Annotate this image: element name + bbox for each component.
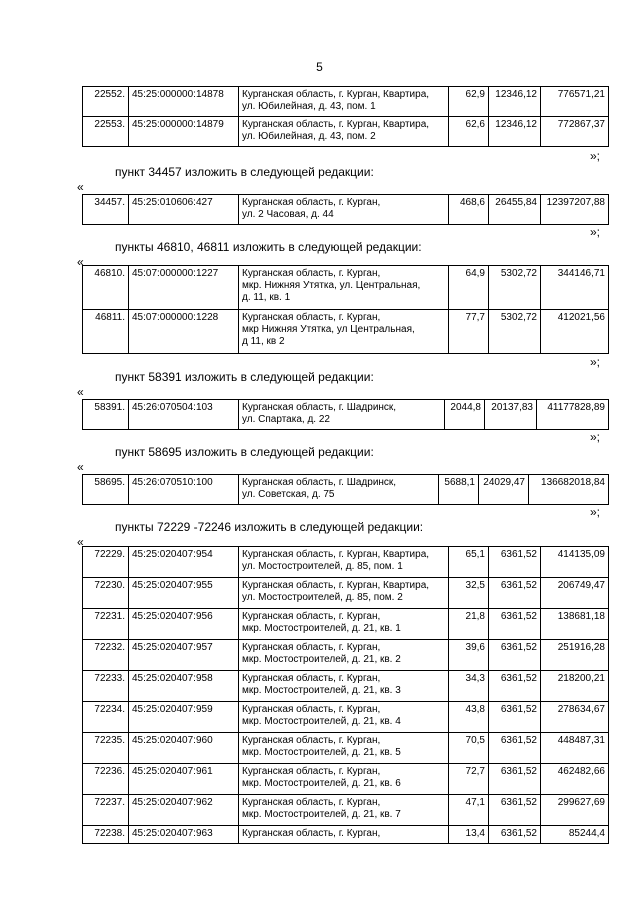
- table-section-5: [82, 546, 609, 844]
- rate: 6361,52: [489, 609, 541, 640]
- address: Курганская область, г. Курган, мкр. Мостостроителей, д. 21, кв. 2: [239, 640, 449, 671]
- cadastral-value: 85244,4: [541, 826, 609, 844]
- instruction-text: пункты 46810, 46811 изложить в следующей редакции:: [115, 240, 422, 254]
- table-row: [83, 310, 609, 354]
- table-row: [83, 764, 609, 795]
- rate: 6361,52: [489, 671, 541, 702]
- area: 64,9: [449, 266, 489, 310]
- row-number: 46810.: [83, 266, 129, 310]
- closing-quote: »;: [590, 505, 601, 519]
- area: 62,6: [449, 117, 489, 147]
- cadastral-value: 414135,09: [541, 547, 609, 578]
- rate: 26455,84: [489, 195, 541, 225]
- cadastral-number: 45:25:000000:14879: [129, 117, 239, 147]
- rate: 5302,72: [489, 266, 541, 310]
- rate: 6361,52: [489, 764, 541, 795]
- area: 62,9: [449, 87, 489, 117]
- area: 72,7: [449, 764, 489, 795]
- cadastral-number: 45:26:070510:100: [129, 475, 239, 505]
- table-row: [83, 578, 609, 609]
- opening-quote: «: [77, 255, 84, 269]
- rate: 6361,52: [489, 640, 541, 671]
- opening-quote: «: [77, 180, 84, 194]
- opening-quote: «: [77, 535, 84, 549]
- cadastral-number: 45:25:010606:427: [129, 195, 239, 225]
- row-number: 72230.: [83, 578, 129, 609]
- address: Курганская область, г. Шадринск, ул. Спартака, д. 22: [239, 400, 445, 430]
- area: 70,5: [449, 733, 489, 764]
- address: Курганская область, г. Курган, мкр. Нижняя Утятка, ул. Центральная, д. 11, кв. 1: [239, 266, 449, 310]
- cadastral-number: 45:25:020407:960: [129, 733, 239, 764]
- row-number: 22552.: [83, 87, 129, 117]
- area: 43,8: [449, 702, 489, 733]
- table-row: [83, 795, 609, 826]
- cadastral-value: 138681,18: [541, 609, 609, 640]
- address: Курганская область, г. Курган,: [239, 826, 449, 844]
- row-number: 72231.: [83, 609, 129, 640]
- cadastral-number: 45:07:000000:1228: [129, 310, 239, 354]
- table-section-1: [82, 194, 609, 225]
- area: 47,1: [449, 795, 489, 826]
- cadastral-number: 45:25:020407:963: [129, 826, 239, 844]
- area: 21,8: [449, 609, 489, 640]
- row-number: 72229.: [83, 547, 129, 578]
- address: Курганская область, г. Курган, Квартира, ул. Юбилейная, д. 43, пом. 2: [239, 117, 449, 147]
- address: Курганская область, г. Курган, Квартира, ул. Юбилейная, д. 43, пом. 1: [239, 87, 449, 117]
- table-row: [83, 733, 609, 764]
- row-number: 72237.: [83, 795, 129, 826]
- rate: 6361,52: [489, 733, 541, 764]
- address: Курганская область, г. Шадринск, ул. Советская, д. 75: [239, 475, 439, 505]
- cadastral-value: 278634,67: [541, 702, 609, 733]
- rate: 12346,12: [489, 87, 541, 117]
- row-number: 22553.: [83, 117, 129, 147]
- row-number: 72233.: [83, 671, 129, 702]
- address: Курганская область, г. Курган, мкр Нижняя Утятка, ул Центральная, д 11, кв 2: [239, 310, 449, 354]
- closing-quote: »;: [590, 149, 601, 163]
- row-number: 72234.: [83, 702, 129, 733]
- cadastral-value: 772867,37: [541, 117, 609, 147]
- address: Курганская область, г. Курган, мкр. Мостостроителей, д. 21, кв. 3: [239, 671, 449, 702]
- table-row: [83, 702, 609, 733]
- table-row: [83, 547, 609, 578]
- table-row: [83, 826, 609, 844]
- row-number: 34457.: [83, 195, 129, 225]
- instruction-text: пункт 58391 изложить в следующей редакции:: [115, 370, 374, 384]
- closing-quote: »;: [590, 355, 601, 369]
- area: 32,5: [449, 578, 489, 609]
- row-number: 72232.: [83, 640, 129, 671]
- cadastral-number: 45:25:020407:962: [129, 795, 239, 826]
- cadastral-number: 45:25:020407:961: [129, 764, 239, 795]
- table-section-3: [82, 399, 609, 430]
- table-section-4: [82, 474, 609, 505]
- cadastral-value: 41177828,89: [537, 400, 609, 430]
- page-number: 5: [316, 60, 323, 74]
- table-row: [83, 640, 609, 671]
- row-number: 72238.: [83, 826, 129, 844]
- address: Курганская область, г. Курган, мкр. Мостостроителей, д. 21, кв. 7: [239, 795, 449, 826]
- cadastral-value: 251916,28: [541, 640, 609, 671]
- table-section-2: [82, 265, 609, 354]
- rate: 6361,52: [489, 702, 541, 733]
- instruction-text: пункт 34457 изложить в следующей редакции:: [115, 165, 374, 179]
- instruction-text: пункт 58695 изложить в следующей редакции:: [115, 445, 374, 459]
- area: 65,1: [449, 547, 489, 578]
- cadastral-value: 218200,21: [541, 671, 609, 702]
- row-number: 72235.: [83, 733, 129, 764]
- instruction-text: пункты 72229 -72246 изложить в следующей редакции:: [115, 520, 424, 534]
- area: 5688,1: [439, 475, 479, 505]
- cadastral-number: 45:25:020407:957: [129, 640, 239, 671]
- area: 2044,8: [445, 400, 485, 430]
- address: Курганская область, г. Курган, мкр. Мостостроителей, д. 21, кв. 4: [239, 702, 449, 733]
- row-number: 58695.: [83, 475, 129, 505]
- cadastral-value: 412021,56: [541, 310, 609, 354]
- table-section-0: [82, 86, 609, 147]
- address: Курганская область, г. Курган, Квартира, ул. Мостостроителей, д. 85, пом. 2: [239, 578, 449, 609]
- row-number: 72236.: [83, 764, 129, 795]
- address: Курганская область, г. Курган, мкр. Мостостроителей, д. 21, кв. 1: [239, 609, 449, 640]
- area: 77,7: [449, 310, 489, 354]
- table-row: [83, 475, 609, 505]
- cadastral-number: 45:25:020407:956: [129, 609, 239, 640]
- cadastral-value: 344146,71: [541, 266, 609, 310]
- cadastral-number: 45:26:070504:103: [129, 400, 239, 430]
- closing-quote: »;: [590, 225, 601, 239]
- row-number: 58391.: [83, 400, 129, 430]
- cadastral-number: 45:07:000000:1227: [129, 266, 239, 310]
- cadastral-value: 12397207,88: [541, 195, 609, 225]
- cadastral-number: 45:25:020407:958: [129, 671, 239, 702]
- rate: 12346,12: [489, 117, 541, 147]
- rate: 6361,52: [489, 578, 541, 609]
- rate: 20137,83: [485, 400, 537, 430]
- cadastral-value: 299627,69: [541, 795, 609, 826]
- closing-quote: »;: [590, 430, 601, 444]
- opening-quote: «: [77, 460, 84, 474]
- cadastral-value: 206749,47: [541, 578, 609, 609]
- cadastral-number: 45:25:020407:954: [129, 547, 239, 578]
- rate: 6361,52: [489, 795, 541, 826]
- rate: 6361,52: [489, 826, 541, 844]
- address: Курганская область, г. Курган, ул. 2 Часовая, д. 44: [239, 195, 449, 225]
- table-row: [83, 87, 609, 117]
- rate: 5302,72: [489, 310, 541, 354]
- address: Курганская область, г. Курган, мкр. Мостостроителей, д. 21, кв. 6: [239, 764, 449, 795]
- row-number: 46811.: [83, 310, 129, 354]
- cadastral-value: 136682018,84: [529, 475, 609, 505]
- table-row: [83, 195, 609, 225]
- address: Курганская область, г. Курган, Квартира, ул. Мостостроителей, д. 85, пом. 1: [239, 547, 449, 578]
- area: 39,6: [449, 640, 489, 671]
- table-row: [83, 117, 609, 147]
- cadastral-number: 45:25:000000:14878: [129, 87, 239, 117]
- opening-quote: «: [77, 385, 84, 399]
- address: Курганская область, г. Курган, мкр. Мостостроителей, д. 21, кв. 5: [239, 733, 449, 764]
- cadastral-value: 462482,66: [541, 764, 609, 795]
- cadastral-number: 45:25:020407:959: [129, 702, 239, 733]
- table-row: [83, 609, 609, 640]
- cadastral-number: 45:25:020407:955: [129, 578, 239, 609]
- table-row: [83, 400, 609, 430]
- table-row: [83, 266, 609, 310]
- area: 13,4: [449, 826, 489, 844]
- cadastral-value: 448487,31: [541, 733, 609, 764]
- cadastral-value: 776571,21: [541, 87, 609, 117]
- rate: 24029,47: [479, 475, 529, 505]
- table-row: [83, 671, 609, 702]
- area: 468,6: [449, 195, 489, 225]
- rate: 6361,52: [489, 547, 541, 578]
- area: 34,3: [449, 671, 489, 702]
